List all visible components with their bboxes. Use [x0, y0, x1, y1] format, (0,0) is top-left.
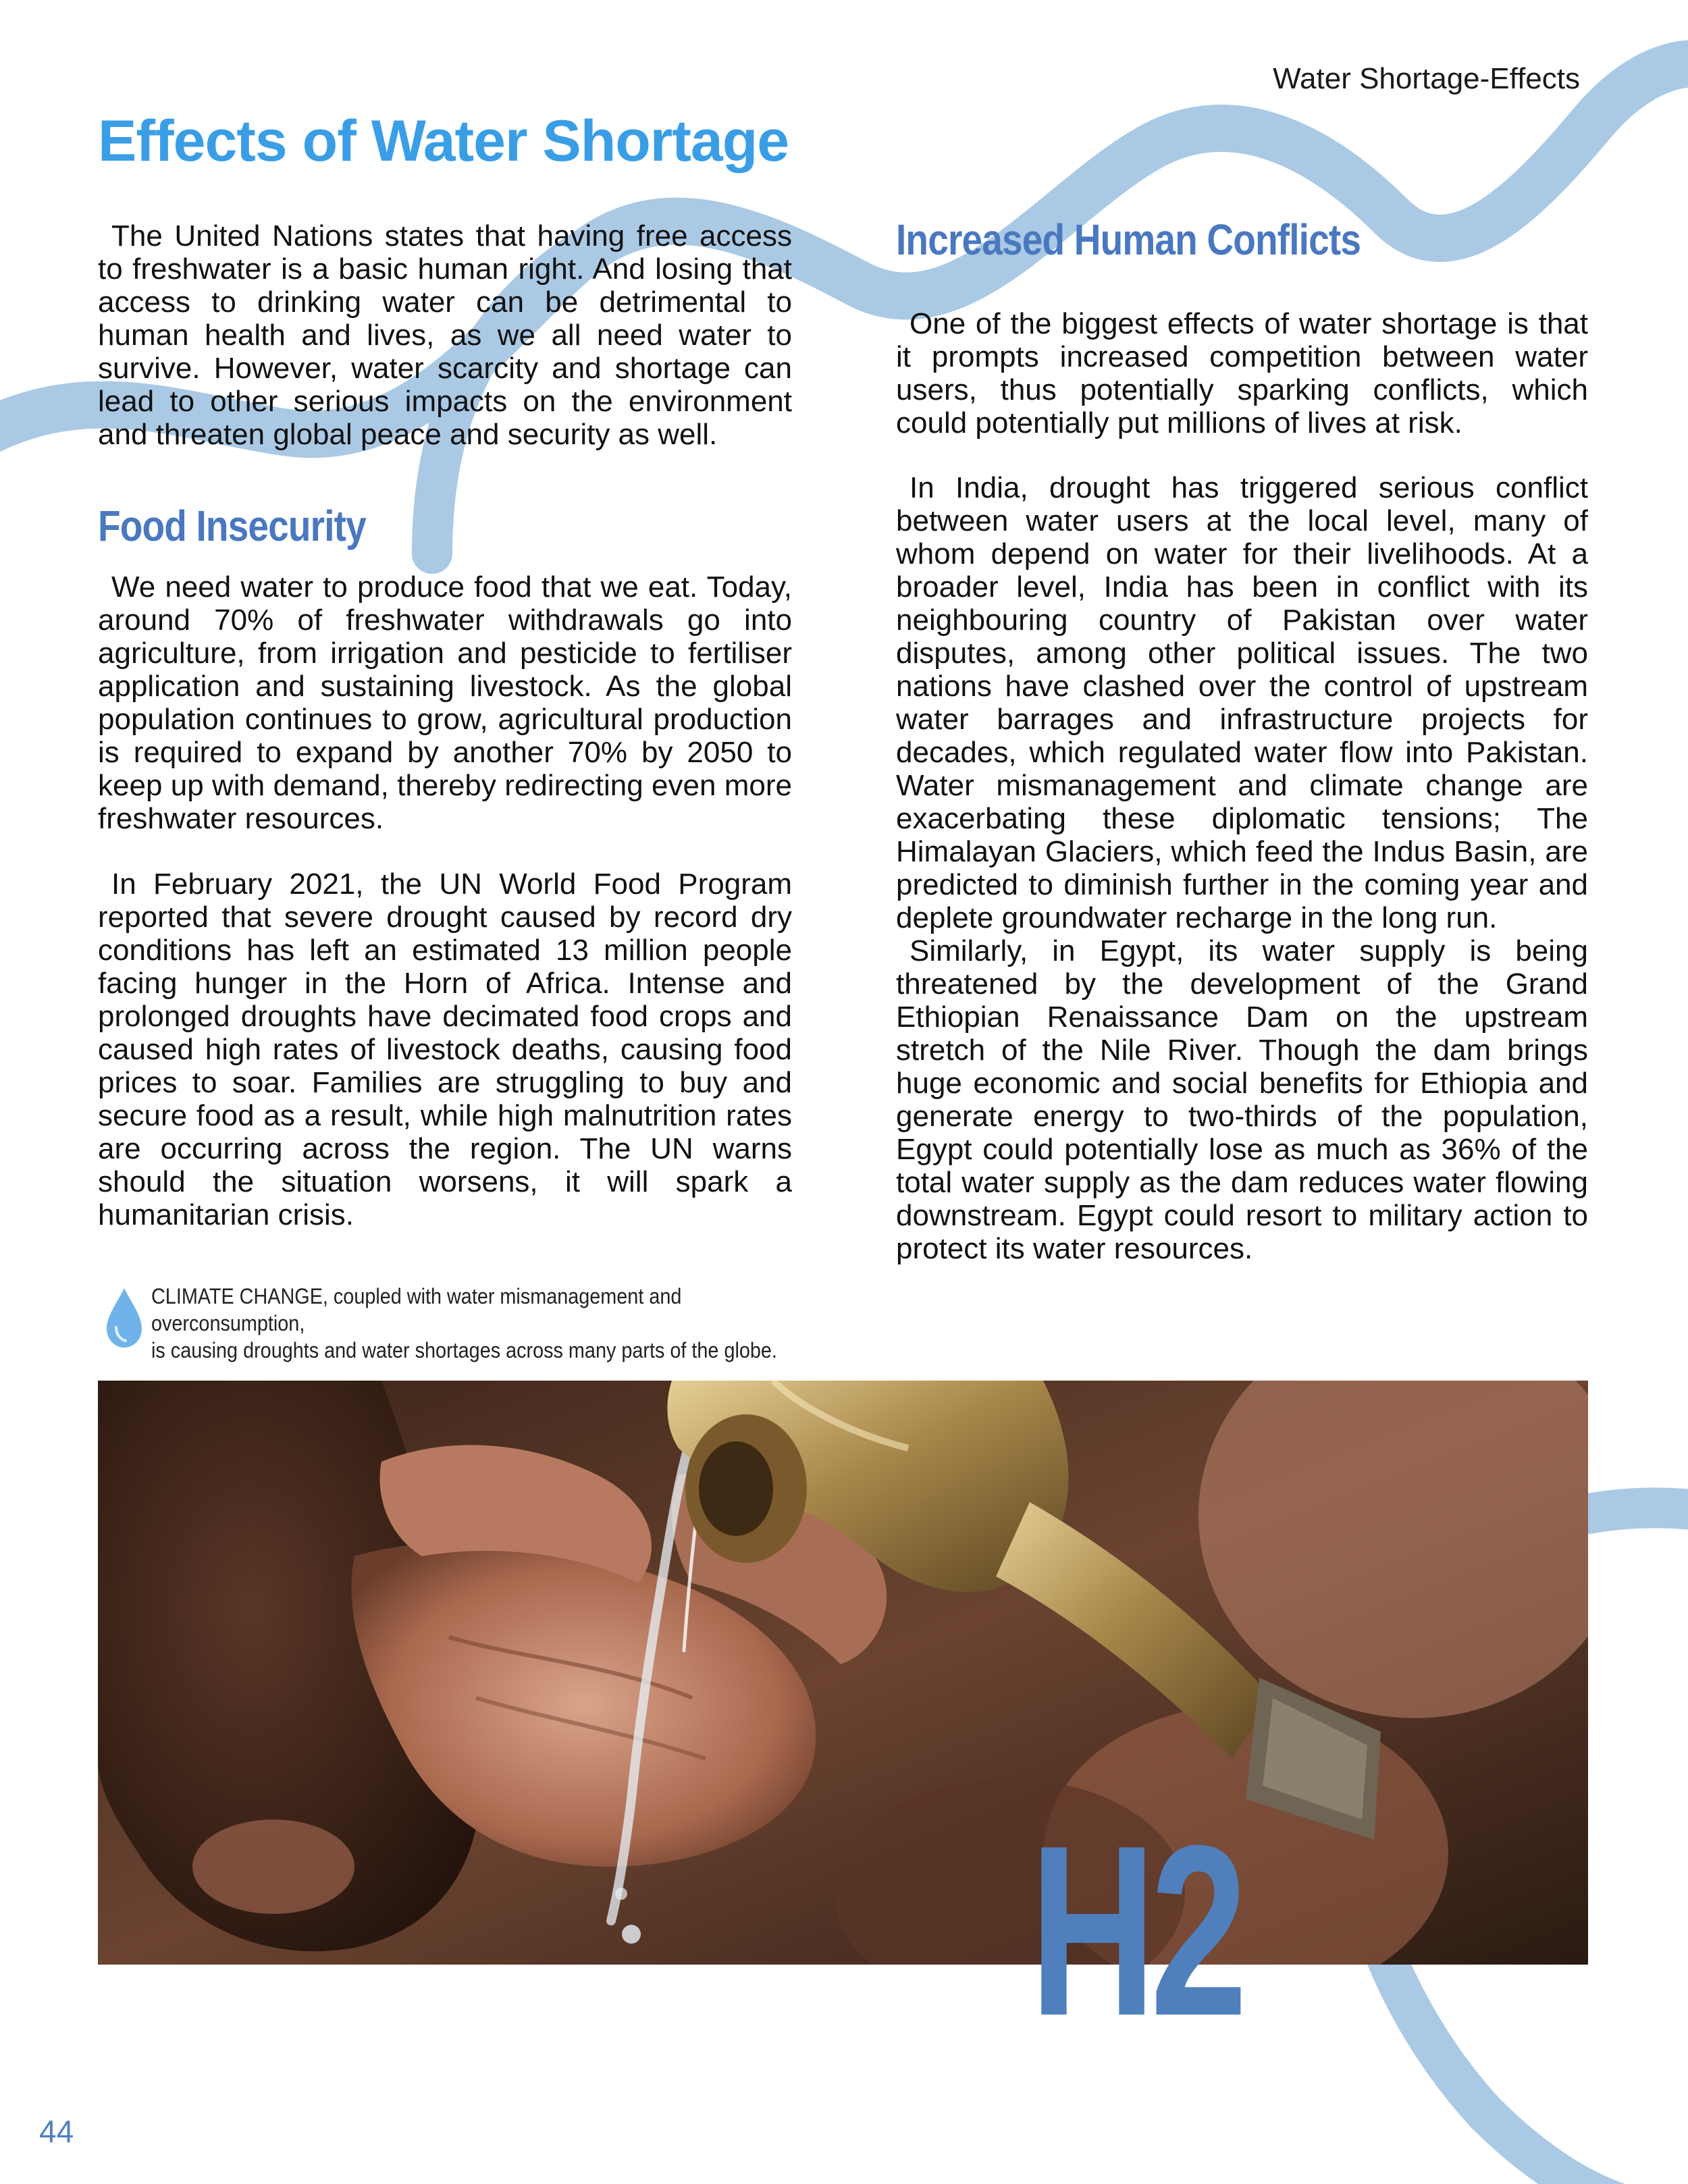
food-insecurity-heading: Food Insecurity: [98, 502, 366, 550]
hands-water-tap-photo: [98, 1381, 1588, 1965]
conflicts-paragraph-3: Similarly, in Egypt, its water supply is being threatened by the development of the Grand Ethiopian Renaissance Dam on the upstream stretch of the Nile River. Though the dam brings huge economic and social benefits for Ethiopia and generate energy to two-thirds of the population, Egypt could potentially lose as much as 36% of the total water supply as the dam reduces water flowing downstream. Egypt could resort to military action to protect its water resources.: [896, 934, 1588, 1265]
human-conflicts-heading: Increased Human Conflicts: [896, 215, 1361, 264]
conflicts-paragraph-1: One of the biggest effects of water shortage is that it prompts increased competition between water users, thus potentially sparking conflicts, which could potentially put millions of lives at risk.: [896, 307, 1588, 440]
page-number: 44: [39, 2114, 74, 2149]
caption-text: [151, 1283, 783, 1364]
conflicts-paragraph-2: In India, drought has triggered serious conflict between water users at the local level, many of whom depend on water for their livelihoods. At a broader level, India has been in conflict with its neighbouring country of Pakistan over water disputes, among other political issues. The two nations have clashed over the control of upstream water barrages and infrastructure projects for decades, which regulated water flow into Pakistan. Water mismanagement and climate change are exacerbating these diplomatic tensions; The Himalayan Glaciers, which feed the Indus Basin, are predicted to diminish further in the coming year and deplete groundwater recharge in the long run.: [896, 471, 1588, 934]
water-drop-icon: [103, 1285, 146, 1350]
food-paragraph-1: We need water to produce food that we eat. Today, around 70% of freshwater withdrawals go into agriculture, from irrigation and pesticide to fertiliser application and sustaining livestock. As the global population continues to grow, agricultural production is required to expand by another 70% by 2050 to keep up with demand, thereby redirecting even more freshwater resources.: [98, 570, 792, 835]
food-paragraph-2: In February 2021, the UN World Food Program reported that severe drought caused by record dry conditions has left an estimated 13 million people facing hunger in the Horn of Africa. Intense and prolonged droughts have decimated food crops and caused high rates of livestock deaths, causing food prices to soar. Families are struggling to buy and secure food as a result, while high malnutrition rates are occurring across the region. The UN warns should the situation worsens, it will spark a humanitarian crisis.: [98, 868, 792, 1231]
caption-line-2: is causing droughts and water shortages across many parts of the globe.: [151, 1338, 777, 1362]
caption-line-1: CLIMATE CHANGE, coupled with water mismanagement and overconsumption,: [151, 1284, 682, 1335]
page-title: Effects of Water Shortage: [98, 109, 789, 174]
intro-paragraph: The United Nations states that having free access to freshwater is a basic human right. And losing that access to drinking water can be detrimental to human health and lives, as we all need water to survive. However, water scarcity and shortage can lead to other serious impacts on the environment and threaten global peace and security as well.: [98, 219, 792, 451]
h2-decorative-text: H2: [1030, 1795, 1242, 2067]
running-head: Water Shortage-Effects: [1273, 62, 1580, 95]
photo-caption: [103, 1283, 853, 1364]
